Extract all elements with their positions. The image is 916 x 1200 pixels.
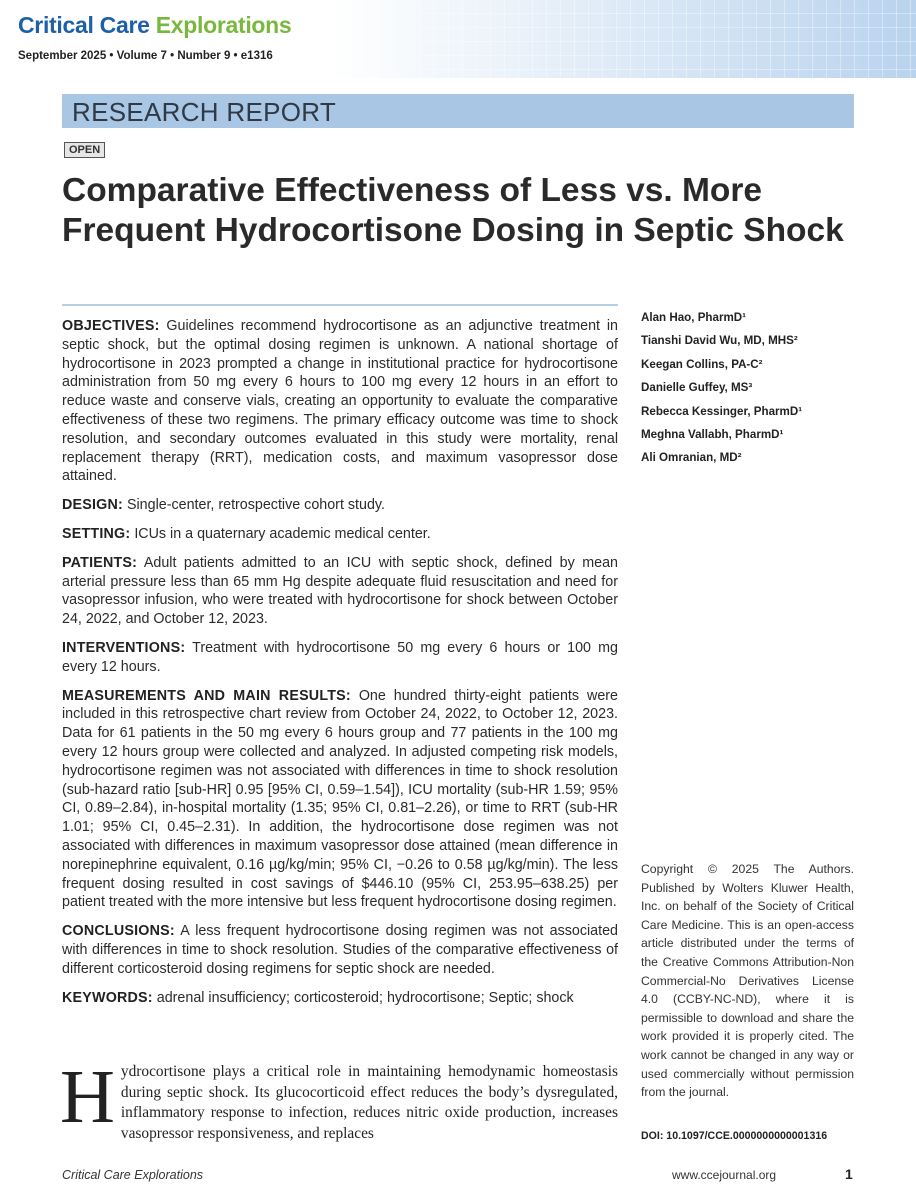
- section-label: RESEARCH REPORT: [72, 97, 337, 127]
- abstract-label: INTERVENTIONS:: [62, 639, 186, 656]
- abstract-text: Treatment with hydrocortisone 50 mg every 6 hours or 100 mg every 12 hours.: [62, 639, 618, 675]
- header-banner: [0, 0, 916, 78]
- author-name[interactable]: Ali Omranian, MD²: [641, 451, 742, 465]
- abstract-label: KEYWORDS:: [62, 989, 153, 1006]
- abstract-label: OBJECTIVES:: [62, 318, 160, 334]
- page-number: 1: [845, 1166, 853, 1182]
- author-name[interactable]: Alan Hao, PharmD¹: [641, 311, 747, 324]
- author-name[interactable]: Rebecca Kessinger, PharmD¹: [641, 404, 803, 418]
- author-name[interactable]: Meghna Vallabh, PharmD¹: [641, 428, 784, 442]
- abstract-label: CONCLUSIONS:: [62, 923, 175, 940]
- copyright-notice: Copyright © 2025 The Authors. Published by Wolters Kluwer Health, Inc. on behalf of the Society of Critical Care Medicine. This is an open-access article distributed under the terms of the Creative Commons Attribution-Non Commercial-No Derivatives License 4.0 (CCBY-NC-ND), where it is permissible to download and share the work provided it is properly cited. The work cannot be changed in any way or used commercially without permission from the journal.: [641, 862, 854, 1100]
- banner-pattern: [420, 0, 916, 78]
- abstract-label: MEASUREMENTS AND MAIN RESULTS:: [62, 687, 351, 704]
- body-text: ydrocortisone plays a critical role in maintaining hemodynamic homeostasis during septic shock. Its glucocorticoid effect reduces the body’s dysregulated, inflammatory response to infection, reduces nitric oxide production, increases vasopressor responsiveness, and replaces: [120, 1063, 618, 1142]
- journal-name[interactable]: [18, 12, 291, 39]
- author-name[interactable]: Tianshi David Wu, MD, MHS²: [641, 334, 798, 348]
- footer-url[interactable]: www.ccejournal.org: [672, 1168, 777, 1182]
- author-name[interactable]: Keegan Collins, PA-C²: [641, 357, 763, 371]
- author-list: [641, 306, 861, 470]
- abstract-label: SETTING:: [62, 525, 131, 542]
- abstract-objectives: [62, 317, 618, 486]
- abstract-text: Single-center, retrospective cohort study.: [126, 497, 385, 514]
- journal-name-part1: Critical Care: [18, 12, 150, 38]
- abstract-label: PATIENTS:: [62, 554, 138, 571]
- footer-journal: Critical Care Explorations: [62, 1168, 204, 1182]
- doi-link[interactable]: DOI: 10.1097/CCE.0000000000001316: [641, 1130, 828, 1142]
- author-name[interactable]: Danielle Guffey, MS³: [641, 381, 753, 395]
- abstract-text: One hundred thirty-eight patients were included in this retrospective chart review from October 24, 2022, to October 12, 2023. Data for 61 patients in the 50 mg every 6 hours group and 77 patients in the 100 mg every 12 hours group were collected and analyzed. In adjusted competing risk models, hydrocortisone regimen was not associated with differences in time to shock resolution (sub-hazard ratio [sub-HR] 0.95 [95% CI, 0.59–1.54]), ICU mortality (sub-HR 1.59; 95% CI, 0.89–2.84), in-hospital mortality (1.35; 95% CI, 0.81–2.26), or time to RRT (sub-HR 1.01; 95% CI, 0.45–2.31). In addition, the hydrocortisone dose regimen was not associated with differences in maximum vasopressor dose attained (mean difference in norepinephrine equivalent, 0.16 µg/kg/min; 95% CI, −0.26 to 0.58 µg/kg/min). The less frequent dosing resulted in cost savings of $446.10 (95% CI, 253.95–638.25) per patient treated with the more intensive but less frequent hydrocortisone dosing regimen.: [62, 687, 618, 911]
- drop-cap: H: [60, 1055, 115, 1139]
- body-paragraph: [60, 1055, 618, 1144]
- abstract-results: [62, 687, 618, 913]
- issue-line: September 2025 • Volume 7 • Number 9 • e1316: [18, 50, 273, 62]
- abstract-label: DESIGN:: [62, 497, 123, 514]
- abstract-text: ICUs in a quaternary academic medical center.: [134, 525, 431, 542]
- abstract-interventions: [62, 639, 618, 677]
- abstract-conclusions: [62, 922, 618, 978]
- abstract: [62, 317, 618, 1017]
- open-access-badge: OPEN: [64, 142, 105, 158]
- abstract-patients: [62, 554, 618, 629]
- abstract-divider: [62, 304, 618, 306]
- section-bar: [62, 94, 854, 128]
- abstract-design: [62, 496, 618, 515]
- article-title: Comparative Effectiveness of Less vs. More Frequent Hydrocortisone Dosing in Septic Shock: [62, 172, 844, 249]
- abstract-setting: [62, 525, 618, 544]
- abstract-text: Guidelines recommend hydrocortisone as an adjunctive treatment in septic shock, but the optimal dosing regimen is unknown. A national shortage of hydrocortisone in 2023 prompted a change in institutional practice for hydrocortisone administration from 50 mg every 6 hours to 100 mg every 12 hours in an effort to reduce waste and conserve vials, creating an opportunity to evaluate the comparative effectiveness of these two regimens. The primary efficacy outcome was time to shock resolution, and secondary outcomes evaluated in this study were mortality, renal replacement therapy (RRT), medication costs, and maximum vasopressor dose attained.: [62, 318, 618, 485]
- abstract-text: A less frequent hydrocortisone dosing regimen was not associated with differences in time to shock resolution. Studies of the comparative effectiveness of different corticosteroid dosing regimens for septic shock are needed.: [62, 923, 618, 977]
- abstract-text: Adult patients admitted to an ICU with septic shock, defined by mean arterial pressure less than 65 mm Hg despite adequate fluid resuscitation and need for vasopressor infusion, who were treated with hydrocortisone for shock between October 24, 2022, and October 12, 2023.: [62, 554, 618, 628]
- abstract-keywords: [62, 989, 618, 1008]
- abstract-text: adrenal insufficiency; corticosteroid; hydrocortisone; Septic; shock: [156, 989, 574, 1006]
- journal-name-part2: Explorations: [155, 12, 292, 38]
